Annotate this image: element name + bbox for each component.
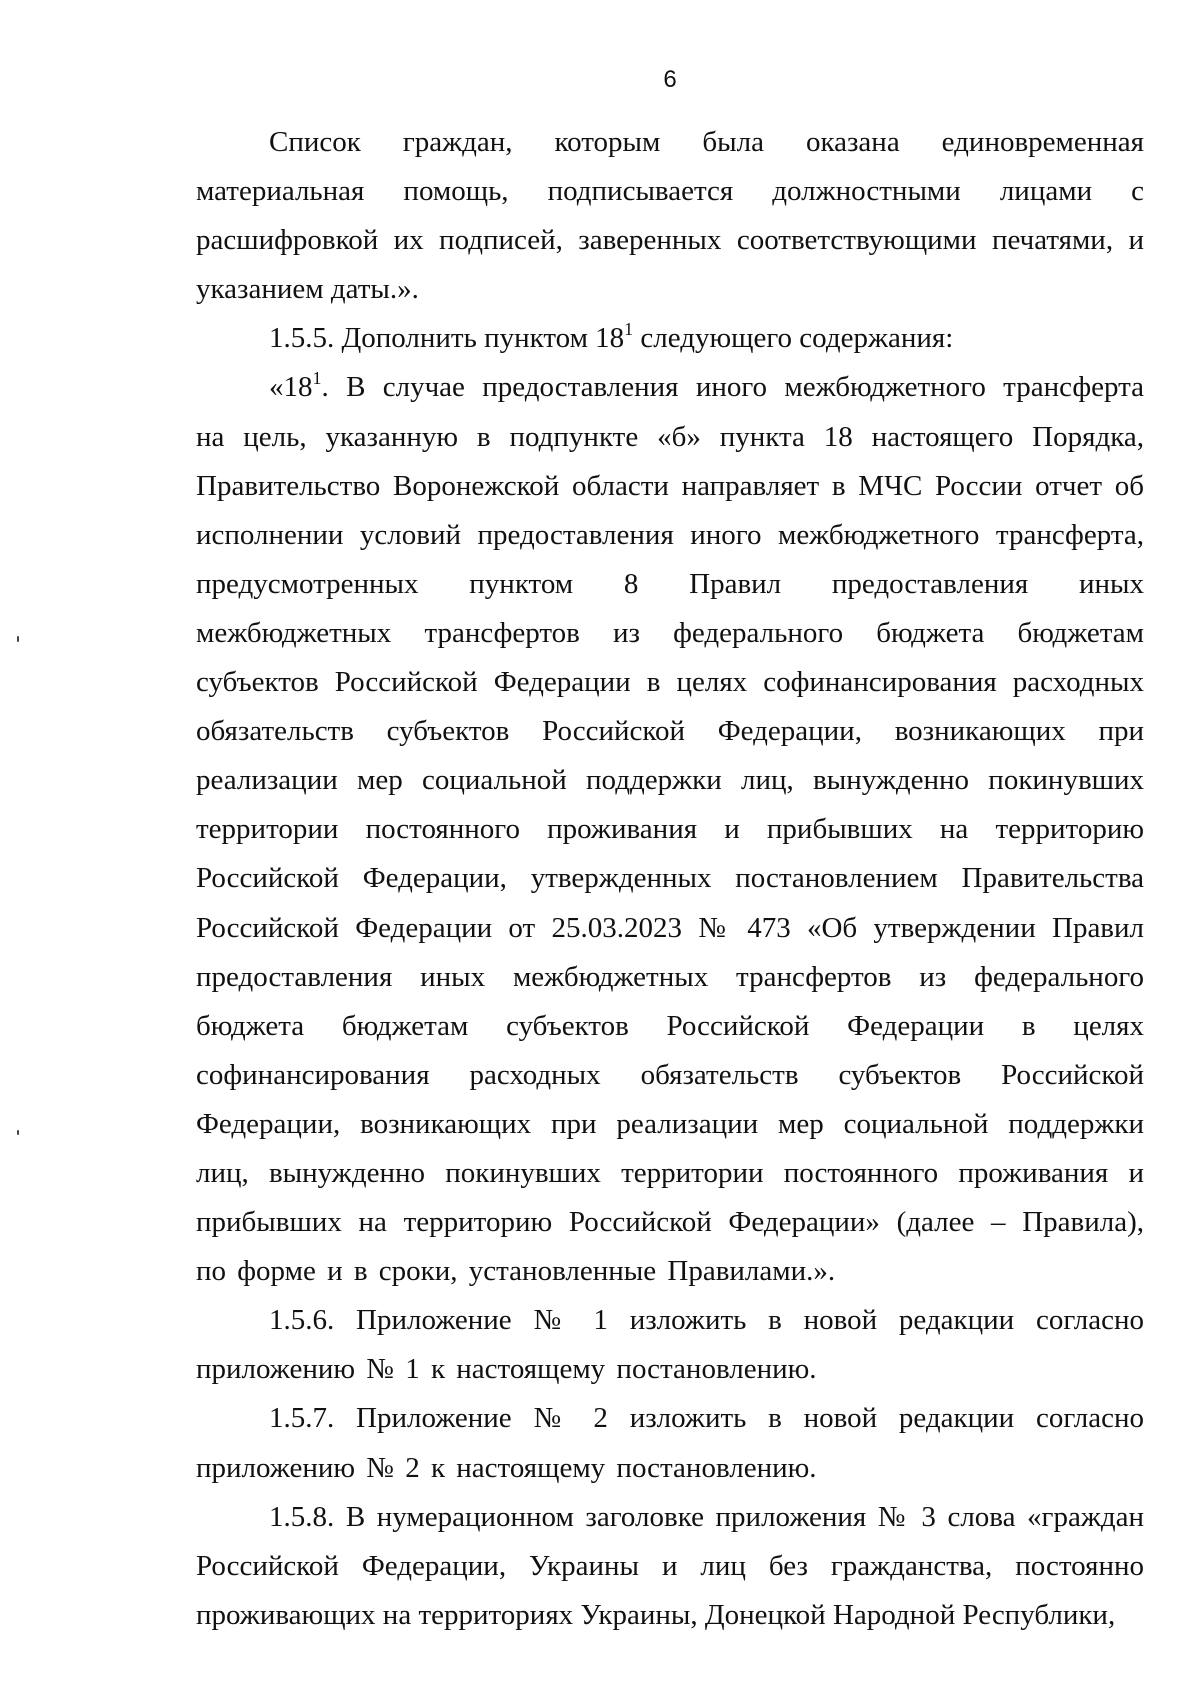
document-body — [196, 118, 1144, 1640]
paragraph-point-18-1-text-start: «18 — [269, 371, 313, 404]
paragraph-point-18-1 — [196, 363, 1144, 1296]
paragraph-1-5-5 — [196, 314, 1144, 363]
scan-artifact-mark — [17, 636, 19, 642]
paragraph-point-18-1-text-body: . В случае предоставления иного межбюджетного трансферта на цель, указанную в подпункте «б» пункта 18 настоящего Порядка, Правительство Воронежской области направляет в МЧС России отчет об исполнении условий предоставления иного межбюджетного трансферта, предусмотренных пунктом 8 Правил предоставления иных межбюджетных трансфертов из федерального бюджета бюджетам субъектов Российской Федерации в целях софинансирования расходных обязательств субъектов Российской Федерации, возникающих при реализации мер социальной поддержки лиц, вынужденно покинувших территории постоянного проживания и прибывших на территорию Российской Федерации, утвержденных постановлением Правительства Российской Федерации от 25.03.2023 № 473 «Об утверждении Правил предоставления иных межбюджетных трансфертов из федерального бюджета бюджетам субъектов Российской Федерации в целях софинансирования расходных обязательств субъектов Российской Федерации, возникающих при реализации мер социальной поддержки лиц, вынужденно покинувших территории постоянного проживания и прибывших на территорию Российской Федерации» (далее – Правила), по форме и в сроки, установленные Правилами.». — [196, 371, 1144, 1288]
page-number: 6 — [663, 66, 677, 93]
paragraph-1-5-6: 1.5.6. Приложение № 1 изложить в новой редакции согласно приложению № 1 к настоящему постановлению. — [196, 1304, 1144, 1386]
paragraph-signature-list: Список граждан, которым была оказана единовременная материальная помощь, подписывается должностными лицами с расшифровкой их подписей, заверенных соответствующими печатями, и указанием даты.». — [196, 126, 1144, 306]
superscript-marker: 1 — [624, 319, 634, 340]
superscript-marker: 1 — [312, 368, 322, 389]
paragraph-1-5-5-text-start: 1.5.5. Дополнить пунктом 18 — [269, 322, 625, 355]
scan-artifact-mark — [17, 1130, 19, 1135]
paragraph-1-5-5-text-end: следующего содержания: — [633, 322, 954, 355]
paragraph-1-5-7: 1.5.7. Приложение № 2 изложить в новой редакции согласно приложению № 2 к настоящему постановлению. — [196, 1402, 1144, 1484]
paragraph-1-5-8: 1.5.8. В нумерационном заголовке приложения № 3 слова «граждан Российской Федерации, Украины и лиц без гражданства, постоянно проживающих на территориях Украины, Донецкой Народной Республики, — [196, 1500, 1144, 1631]
